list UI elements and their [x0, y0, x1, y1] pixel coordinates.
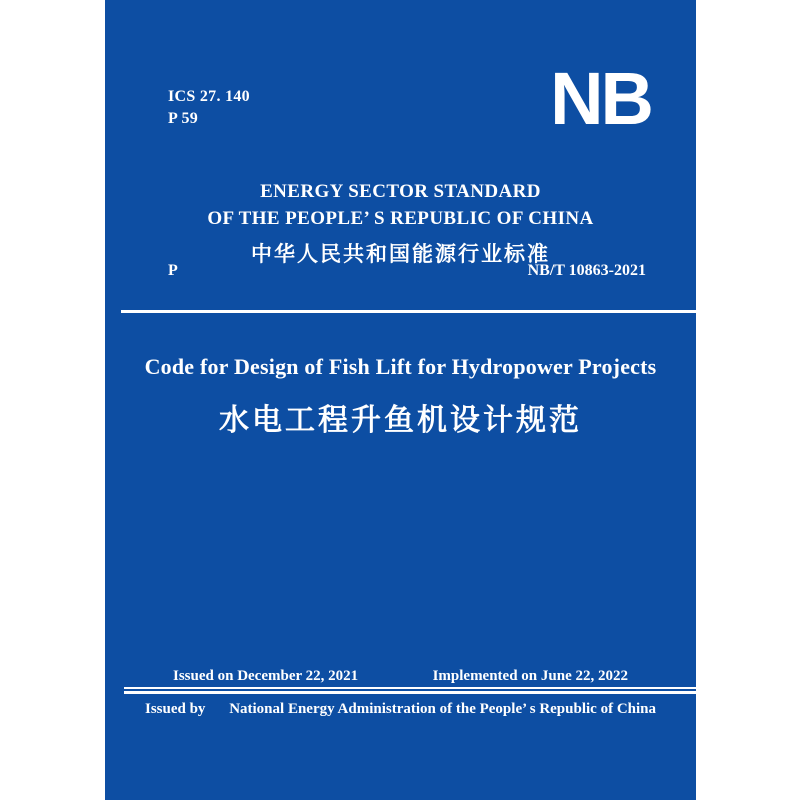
issued-by-row [105, 701, 696, 718]
classification-block [168, 86, 250, 130]
issued-by-value: National Energy Administration of the People’ s Republic of China [229, 701, 657, 717]
issued-on-date: Issued on December 22, 2021 [173, 668, 359, 684]
horizontal-rule-top [121, 310, 696, 313]
standard-cover [105, 0, 696, 800]
ics-code: ICS 27. 140 [168, 88, 250, 105]
rule-thick-line [124, 691, 696, 694]
document-title-block [105, 354, 696, 439]
implemented-on-date: Implemented on June 22, 2022 [432, 668, 628, 684]
standard-heading [105, 178, 696, 268]
standard-heading-en-line1: ENERGY SECTOR STANDARD [260, 181, 541, 202]
document-title-zh: 水电工程升鱼机设计规范 [219, 404, 582, 437]
horizontal-rule-bottom [124, 687, 696, 694]
standard-code: NB/T 10863-2021 [527, 262, 646, 279]
issued-by-label: Issued by [144, 701, 206, 717]
nb-logo: NB [550, 57, 651, 140]
standard-heading-en-line2: OF THE PEOPLE’ S REPUBLIC OF CHINA [207, 208, 594, 229]
standard-heading-zh: 中华人民共和国能源行业标准 [251, 243, 550, 266]
dates-row [173, 668, 628, 685]
doc-class-code: P 59 [168, 110, 199, 127]
standard-code-row [168, 262, 646, 280]
class-letter: P [168, 262, 178, 279]
document-title-en: Code for Design of Fish Lift for Hydropower Projects [144, 354, 657, 379]
